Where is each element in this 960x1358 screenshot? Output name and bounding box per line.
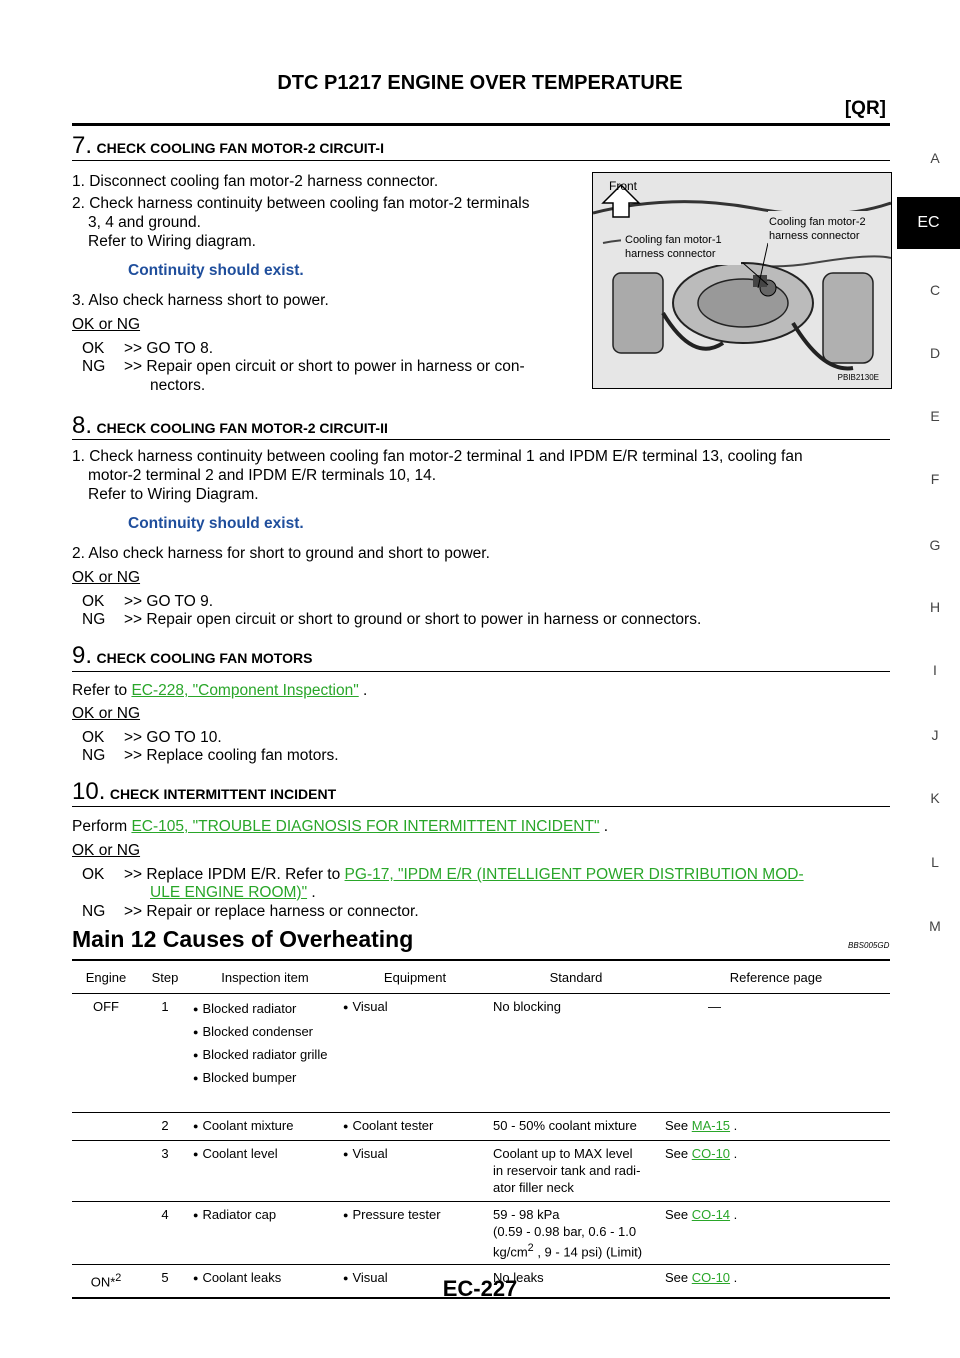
step-7-ng-action: >> Repair open circuit or short to power in harness or con- (124, 358, 525, 375)
cell-step: 1 (140, 994, 190, 1113)
cell-step: 2 (140, 1113, 190, 1141)
step-number: 9. (72, 642, 93, 669)
step-10-ok-action: >> Replace IPDM E/R. Refer to PG-17, "IPDM E/R (INTELLIGENT POWER DISTRIBUTION MOD- (124, 866, 804, 883)
side-index-h[interactable]: H (929, 599, 941, 615)
cell-reference: See CO-14 . (662, 1202, 890, 1265)
step-8-ok-or-ng: OK or NG (72, 569, 141, 586)
side-index-l[interactable]: L (931, 854, 939, 870)
step-9-refer: Refer to EC-228, "Component Inspection" . (72, 682, 368, 699)
step-10-ok-action-cont: ULE ENGINE ROOM)" . (150, 884, 316, 901)
step-title: CHECK COOLING FAN MOTORS (96, 650, 313, 666)
main-causes-code: BBS005GD (848, 941, 890, 950)
step-7-ok-action: >> GO TO 8. (124, 340, 214, 357)
side-index-m[interactable]: M (929, 918, 941, 934)
figure-code: PBIB2130E (837, 373, 879, 382)
cell-equipment: ● Pressure tester (340, 1202, 490, 1265)
side-index-f[interactable]: F (930, 471, 940, 487)
step-10-ok-or-ng: OK or NG (72, 842, 141, 859)
col-header: Equipment (340, 960, 490, 994)
section-rule (72, 439, 890, 440)
header-rule (72, 123, 890, 126)
side-index-a[interactable]: A (930, 150, 940, 166)
step-8-spec: Continuity should exist. (128, 515, 304, 532)
step-8-item-2: 2. Also check harness for short to ground and short to power. (72, 545, 490, 562)
engine-bay-figure (592, 172, 892, 389)
causes-table (72, 959, 890, 1299)
step-7-item-1: 1. Disconnect cooling fan motor-2 harness connector. (72, 173, 439, 190)
step-7-ng-key: NG (82, 358, 106, 375)
cell-reference: See CO-10 . (662, 1265, 890, 1299)
figure-label-front: Front (609, 179, 638, 193)
step-9-ng-action: >> Replace cooling fan motors. (124, 747, 339, 764)
step-title: CHECK INTERMITTENT INCIDENT (109, 786, 337, 802)
link-ec-228[interactable]: EC-228, "Component Inspection" (131, 682, 359, 699)
cell-reference: See MA-15 . (662, 1113, 890, 1141)
link-co-10[interactable]: CO-10 (691, 1146, 731, 1161)
engine-bay-illustration (593, 173, 891, 388)
step-title: CHECK COOLING FAN MOTOR-2 CIRCUIT-I (96, 140, 384, 156)
side-index-k[interactable]: K (930, 790, 940, 806)
figure-label-motor-2: Cooling fan motor-2 harness connector (769, 216, 866, 242)
link-ec-105[interactable]: EC-105, "TROUBLE DIAGNOSIS FOR INTERMITTENT INCIDENT" (131, 818, 600, 835)
step-8-ng-key: NG (82, 611, 106, 628)
col-header: Step (140, 960, 190, 994)
cell-reference: — (662, 994, 890, 1113)
link-co-14[interactable]: CO-14 (691, 1207, 731, 1222)
cell-step: 5 (140, 1265, 190, 1299)
step-7-heading (72, 132, 384, 160)
table-header-row (72, 960, 890, 994)
cell-standard: 59 - 98 kPa (0.59 - 0.98 bar, 0.6 - 1.0 $kg/cm^2$ , 9 - 14 psi) (Limit) (490, 1202, 662, 1265)
step-8-heading (72, 412, 388, 440)
page-title: DTC P1217 ENGINE OVER TEMPERATURE (277, 72, 683, 94)
cell-equipment: ● Visual (340, 1141, 490, 1202)
step-number: 7. (72, 132, 93, 159)
cell-items: ● Coolant level (190, 1141, 340, 1202)
side-index-g[interactable]: G (929, 537, 941, 553)
step-number: 8. (72, 412, 93, 439)
step-title: CHECK COOLING FAN MOTOR-2 CIRCUIT-II (96, 420, 388, 436)
step-10-ng-action: >> Repair or replace harness or connector. (124, 903, 419, 920)
link-co-10[interactable]: CO-10 (691, 1270, 731, 1286)
table-row (72, 994, 890, 1113)
table-row (72, 1202, 890, 1265)
step-8-ok-action: >> GO TO 9. (124, 593, 214, 610)
step-7-item-2-cont: 3, 4 and ground. (88, 214, 201, 231)
cell-step: 4 (140, 1202, 190, 1265)
cell-items: ● Coolant mixture (190, 1113, 340, 1141)
link-pg-17-cont[interactable]: ULE ENGINE ROOM)" (150, 884, 308, 901)
step-8-item-1-cont: motor-2 terminal 2 and IPDM E/R terminals 10, 14. (88, 467, 437, 484)
link-ma-15[interactable]: MA-15 (691, 1118, 731, 1133)
cell-items: ● Coolant leaks (190, 1265, 340, 1299)
step-7-item-2-refer: Refer to Wiring diagram. (88, 233, 256, 250)
cell-standard: 50 - 50% coolant mixture (490, 1113, 662, 1141)
cell-equipment: ● Visual (340, 1265, 490, 1299)
step-9-ok-action: >> GO TO 10. (124, 729, 222, 746)
cell-step: 3 (140, 1141, 190, 1202)
step-9-heading (72, 642, 312, 670)
table-row (72, 1113, 890, 1141)
col-header: Inspection item (190, 960, 340, 994)
cell-engine: ON*$^2$ (72, 1265, 140, 1299)
side-index (910, 0, 960, 1358)
step-9-ng-key: NG (82, 747, 106, 764)
side-index-c[interactable]: C (929, 282, 941, 298)
side-index-d[interactable]: D (929, 345, 941, 361)
step-7-item-2: 2. Check harness continuity between cooling fan motor-2 terminals (72, 195, 530, 212)
link-pg-17[interactable]: PG-17, "IPDM E/R (INTELLIGENT POWER DISTRIBUTION MOD- (344, 866, 804, 883)
cell-standard: No leaks (490, 1265, 662, 1299)
section-code: [QR] (844, 98, 886, 119)
cell-standard: Coolant up to MAX level in reservoir tank and radi- ator filler neck (490, 1141, 662, 1202)
cell-items: ● Blocked radiator ● Blocked condenser ● Blocked radiator grille ● Blocked bumper (190, 994, 340, 1113)
step-10-ng-key: NG (82, 903, 106, 920)
side-index-j[interactable]: J (931, 727, 939, 743)
step-7-item-3: 3. Also check harness short to power. (72, 292, 329, 309)
page-number: EC-227 (442, 1276, 518, 1301)
main-causes-title: Main 12 Causes of Overheating (72, 926, 414, 952)
step-10-heading (72, 778, 336, 806)
step-10-perform: Perform EC-105, "TROUBLE DIAGNOSIS FOR INTERMITTENT INCIDENT" . (72, 818, 609, 835)
side-index-i[interactable]: I (933, 662, 937, 678)
step-number: 10. (72, 778, 106, 805)
section-rule (72, 671, 890, 672)
step-9-ok-key: OK (82, 729, 105, 746)
cell-standard: No blocking (490, 994, 662, 1113)
step-7-ok-key: OK (82, 340, 105, 357)
cell-reference: See CO-10 . (662, 1141, 890, 1202)
section-rule (72, 806, 890, 807)
col-header: Standard (490, 960, 662, 994)
step-9-ok-or-ng: OK or NG (72, 705, 141, 722)
col-header: Engine (72, 960, 140, 994)
table-row (72, 1141, 890, 1202)
step-7-spec: Continuity should exist. (128, 262, 304, 279)
step-8-item-1-refer: Refer to Wiring Diagram. (88, 486, 259, 503)
step-7-ok-or-ng: OK or NG (72, 316, 141, 333)
step-8-ng-action: >> Repair open circuit or short to ground or short to power in harness or connectors. (124, 611, 702, 628)
side-index-ec-active[interactable]: EC (897, 197, 960, 249)
figure-label-motor-1: Cooling fan motor-1 harness connector (625, 234, 722, 260)
cell-items: ● Radiator cap (190, 1202, 340, 1265)
cell-equipment: ● Coolant tester (340, 1113, 490, 1141)
step-8-ok-key: OK (82, 593, 105, 610)
cell-engine: OFF (72, 994, 140, 1113)
col-header: Reference page (662, 960, 890, 994)
side-index-e[interactable]: E (930, 408, 940, 424)
section-rule (72, 160, 890, 161)
cell-equipment: ● Visual (340, 994, 490, 1113)
step-8-item-1: 1. Check harness continuity between cooling fan motor-2 terminal 1 and IPDM E/R terminal 13, cooling fan (72, 448, 803, 465)
step-10-ok-key: OK (82, 866, 105, 883)
step-7-ng-action-cont: nectors. (150, 377, 206, 394)
